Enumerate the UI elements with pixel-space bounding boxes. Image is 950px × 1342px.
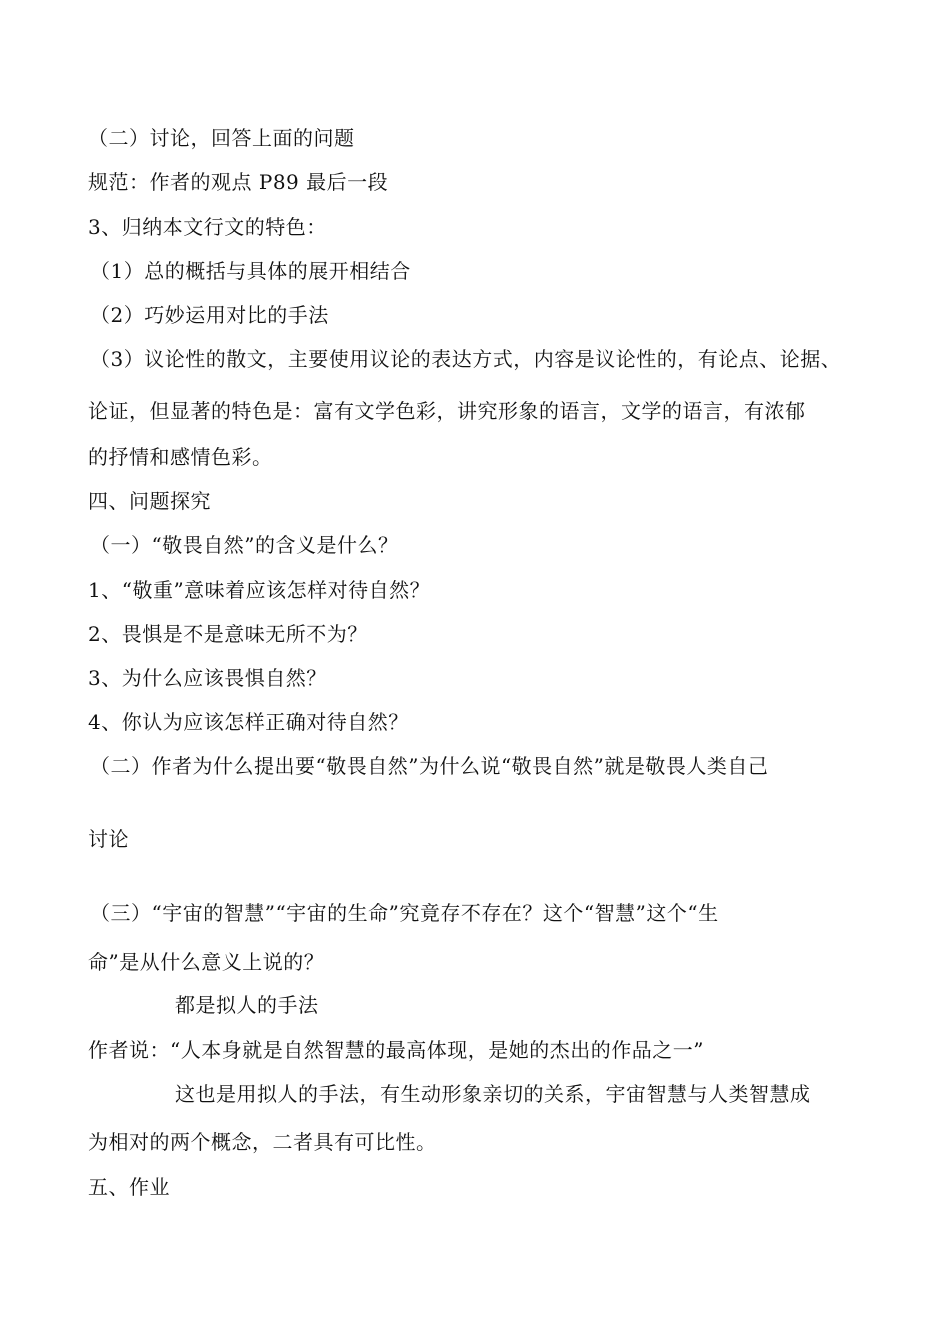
text-line-subquestion-2: 2、畏惧是不是意味无所不为？ [88, 622, 368, 646]
text-line-author-quote: 作者说：“人本身就是自然智慧的最高体现，是她的杰出的作品之一” [88, 1038, 704, 1062]
text-line-norm: 规范：作者的观点 P89 最后一段 [88, 170, 389, 194]
text-line-personification: 都是拟人的手法 [175, 993, 319, 1017]
text-line-feature-1: （1）总的概括与具体的展开相结合 [90, 259, 411, 283]
text-line-subquestion-3: 3、为什么应该畏惧自然？ [88, 666, 327, 690]
text-line-subquestion-1: 1、“敬重”意味着应该怎样对待自然？ [88, 578, 431, 602]
text-line-feature-3-cont-2: 的抒情和感情色彩。 [88, 445, 273, 469]
text-line-feature-2: （2）巧妙运用对比的手法 [90, 303, 329, 327]
text-line-explanation-cont: 为相对的两个概念，二者具有可比性。 [88, 1130, 437, 1154]
text-line-feature-3: （3）议论性的散文，主要使用议论的表达方式，内容是议论性的，有论点、论据、 [90, 347, 842, 371]
text-line-feature-3-cont-1: 论证，但显著的特色是：富有文学色彩，讲究形象的语言，文学的语言，有浓郁 [88, 399, 806, 423]
text-line-subquestion-4: 4、你认为应该怎样正确对待自然？ [88, 710, 409, 734]
text-line-explanation: 这也是用拟人的手法，有生动形象亲切的关系，宇宙智慧与人类智慧成 [175, 1082, 811, 1106]
section-heading-inquiry: 四、问题探究 [88, 489, 211, 513]
text-line-question-1: （一）“敬畏自然”的含义是什么？ [90, 533, 399, 557]
text-line-question-3: （三）“宇宙的智慧”“宇宙的生命”究竟存不存在？这个“智慧”这个“生 [90, 901, 719, 925]
text-line-summary-heading: 3、归纳本文行文的特色： [88, 215, 327, 239]
section-heading-homework: 五、作业 [88, 1175, 170, 1199]
text-line-question-2: （二）作者为什么提出要“敬畏自然”为什么说“敬畏自然”就是敬畏人类自己 [90, 754, 769, 778]
text-line-discussion-answer: （二）讨论，回答上面的问题 [88, 126, 355, 150]
text-line-discussion: 讨论 [88, 827, 129, 851]
text-line-question-3-cont: 命”是从什么意义上说的？ [88, 950, 325, 974]
